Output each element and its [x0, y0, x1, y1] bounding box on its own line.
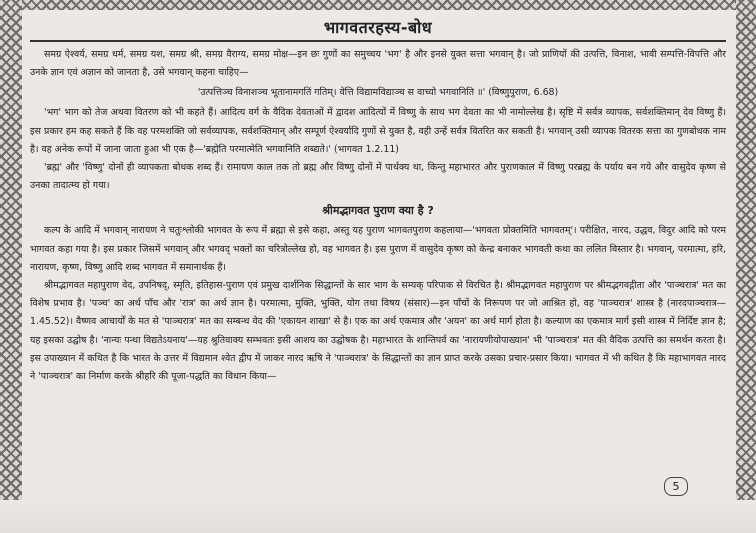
- quote-vishnupurana: 'उत्पत्तिञ्च विनाशञ्च भूतानामगतिं गतिम्। वेत्ति विद्यामविद्याञ्च स वाच्यो भगवानिति ॥' (विष्णुपुराण, 6.68): [197, 87, 559, 99]
- paragraph-5: श्रीमद्भागवत महापुराण वेद, उपनिषद्, स्मृति, इतिहास-पुराण एवं प्रमुख दार्शनिक सिद्धान्तों के सार भाग के सम्यक् परिपाक से विरचित है। श्रीमद्भागवत महापुराण पर श्रीमद्भगवद्गीता और 'पाञ्चरात्र' मत का विशेष प्रभाव है। 'पञ्च' का अर्थ पाँच और 'रात्र' का अर्थ ज्ञान है। परमात्मा, मुक्ति, भुक्ति, योग तथा विषय (संसार)—इन पाँचों के निरूपण पर जो आश्रित हो, वह 'पाञ्चरात्र' शास्त्र है (नारदपाञ्चरात्र—1.45.52)। वैष्णव आचार्यों के मत से 'पाञ्चरात्र' मत का सम्बन्ध वेद की 'एकायन शाखा' से है। एक का अर्थ एकमात्र और 'अयन' का अर्थ मार्ग होता है। कल्याण का एकमात्र मार्ग इसी शास्त्र में निर्दिष्ट ज्ञान है; यह इसका उद्घोष है। 'नान्यः पन्था विद्यतेऽयनाय'—यह श्रुतिवाक्य सम्भवतः इसी आशय का उद्घोषक है। महाभारत के शान्तिपर्व का 'नारायणीयोपाख्यान' भी 'पाञ्चरात्र' मत की वैदिक उत्पत्ति का समर्थन करता है। इस उपाख्यान में कथित है कि भारत के उत्तर में विद्यमान श्वेत द्वीप में जाकर नारद ऋषि ने 'पाञ्चरात्र' के सिद्धान्तों का ज्ञान प्राप्त करके उसका प्रचार-प्रसार किया। भागवत में भी कथित है कि महाभागवत नारद ने 'पाञ्चरात्र' का निर्माण करके श्रीहरि की पूजा-पद्धति का विधान किया—: [30, 280, 726, 383]
- page-number: 5: [664, 477, 688, 496]
- paragraph-4: कल्प के आदि में भगवान् नारायण ने चतुःश्लोकी भागवत के रूप में ब्रह्मा से इसे कहा, अस्तु यह पुराण भागवतपुराण कहलाया—'भगवता प्रोक्तमिति भागवतम्'। परीक्षित, नारद, उद्धव, विदुर आदि को परम भागवत कहा गया है। इस प्रकार जिसमें भगवान् और भगवद् भक्तों का चरित्रोल्लेख हो, वह भागवत है। इस पुराण में वासुदेव कृष्ण को केन्द्र बनाकर भागवती कथा का ललित विस्तार है। भगवान्, परमात्मा, हरि, नारायण, कृष्ण, विष्णु आदि शब्द भागवत में समानार्थक हैं।: [30, 225, 726, 273]
- decorative-border-top: [0, 0, 756, 10]
- paragraph-1: समग्र ऐश्वर्य, समग्र धर्म, समग्र यश, समग्र श्री, समग्र वैराग्य, समग्र मोक्ष—इन छः गुणों का समुच्चय 'भग' है और इनसे युक्त सत्ता भगवान् है। जो प्राणियों की उत्पत्ति, विनाश, भावी सम्पत्ति-विपत्ति और उनके ज्ञान एवं अज्ञान को जानता है, उसे भगवान् कहना चाहिए—: [30, 49, 726, 79]
- title-underline: [30, 40, 726, 42]
- paragraph-2: 'भग' भाग को तेज अथवा वितरण को भी कहते हैं। आदित्य वर्ग के वैदिक देवताओं में द्वादश आदित्यों में विष्णु के साथ भग देवता का भी नामोल्लेख है। सृष्टि में सर्वत्र व्यापक, सर्वशक्तिमान् देव विष्णु हैं। इस प्रकार हम कह सकते हैं कि वह परमशक्ति जो सर्वव्यापक, सर्वशक्तिमान् और सम्पूर्ण ऐश्वर्यादि गुणों से युक्त है, वही उन्हें सर्वत्र वितरित कर सकती है। भगवान् उसी व्यापक वितरक सत्ता का गुणबोधक नाम है। वह अनेक रूपों में जाना जाता हुआ भी एक है—'ब्रह्मेति परमात्मेति भगवानिति शब्द्यते।' (भागवत 1.2.11): [30, 107, 726, 155]
- paragraph-3: 'ब्रह्म' और 'विष्णु' दोनों ही व्यापकता बोधक शब्द हैं। रामायण काल तक तो ब्रह्म और विष्णु दोनों में पार्थक्य था, किन्तु महाभारत और पुराणकाल में विष्णु परब्रह्म के पर्याय बन गये और वासुदेव कृष्ण से उनका तादात्म्य हो गया।: [30, 162, 726, 192]
- decorative-border-left: [0, 0, 22, 533]
- decorative-border-right: [736, 0, 756, 533]
- page-bottom-margin: [0, 500, 756, 533]
- section-heading: श्रीमद्भागवत पुराण क्या है ?: [322, 204, 434, 218]
- page-title: भागवतरहस्य-बोध: [323, 18, 433, 37]
- text-column: [30, 10, 726, 386]
